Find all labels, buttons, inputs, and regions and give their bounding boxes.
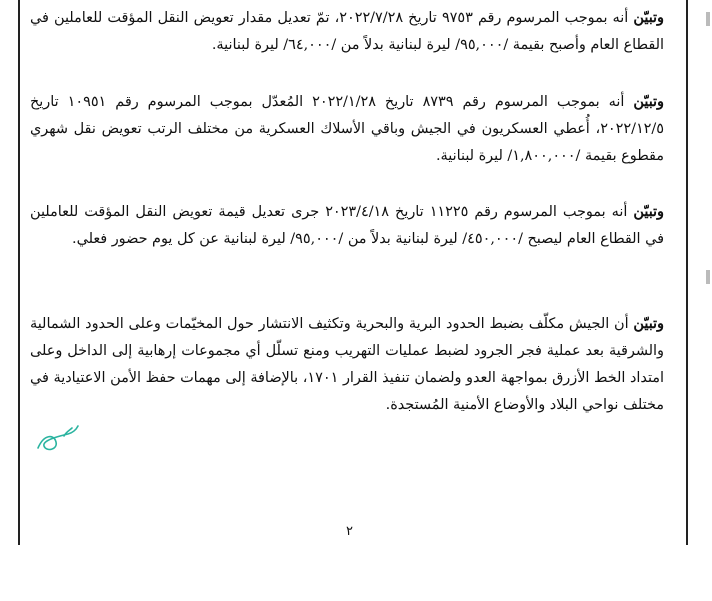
scroll-edge-mark <box>706 12 710 26</box>
page-number: ٢ <box>346 524 353 539</box>
document-body <box>30 0 664 540</box>
paragraph-1 <box>30 4 664 59</box>
signature-initials <box>34 424 82 454</box>
paragraph-lead: وتبيّن <box>633 315 664 332</box>
paragraph-text: أنه بموجب المرسوم رقم ٨٧٣٩ تاريخ ٢٠٢٢/١/٢٨ المُعدّل بموجب المرسوم رقم ١٠٩٥١ تاريخ ٢٠٢٢/١٢/٥، أُعطي العسكريون في الجيش وباقي الأسلاك العسكرية من مختلف الرتب تعويض نقل شهري مقطوع بقيمة /١,٨٠٠,٠٠٠/ ليرة لبنانية. <box>30 94 664 164</box>
page-border-right <box>686 0 688 545</box>
paragraph-4 <box>30 310 664 419</box>
paragraph-lead: وتبيّن <box>633 93 664 110</box>
paragraph-text: أنه بموجب المرسوم رقم ٩٧٥٣ تاريخ ٢٠٢٢/٧/٢٨، تمّ تعديل مقدار تعويض النقل المؤقت للعاملين في القطاع العام وأصبح بقيمة /٩٥,٠٠٠/ ليرة لبنانية بدلاً من /٦٤,٠٠٠/ ليرة لبنانية. <box>30 10 664 53</box>
paragraph-2 <box>30 88 664 170</box>
page-border-left <box>18 0 20 545</box>
paragraph-text: أنه بموجب المرسوم رقم ١١٢٢٥ تاريخ ٢٠٢٣/٤/١٨ جرى تعديل قيمة تعويض النقل المؤقت للعاملين في القطاع العام ليصبح /٤٥٠,٠٠٠/ ليرة لبنانية بدلاً من /٩٥,٠٠٠/ ليرة لبنانية عن كل يوم حضور فعلي. <box>30 204 664 247</box>
paragraph-lead: وتبيّن <box>633 9 665 26</box>
paragraph-3 <box>30 198 664 253</box>
paragraph-lead: وتبيّن <box>633 203 664 220</box>
paragraph-text: أن الجيش مكلّف بضبط الحدود البرية والبحرية وتكثيف الانتشار حول المخيّمات وعلى الحدود الشمالية والشرقية بعد عملية فجر الجرود لضبط عمليات التهريب ومنع تسلّل أي مجموعات إرهابية إلى الداخل وعلى امتداد الخط الأزرق بمواجهة العدو ولضمان تنفيذ القرار ١٧٠١، بالإضافة إلى مهمات حفظ الأمن الاعتيادية في مختلف نواحي البلاد والأوضاع الأمنية المُستجدة. <box>30 316 665 413</box>
scroll-edge-mark <box>706 270 710 284</box>
